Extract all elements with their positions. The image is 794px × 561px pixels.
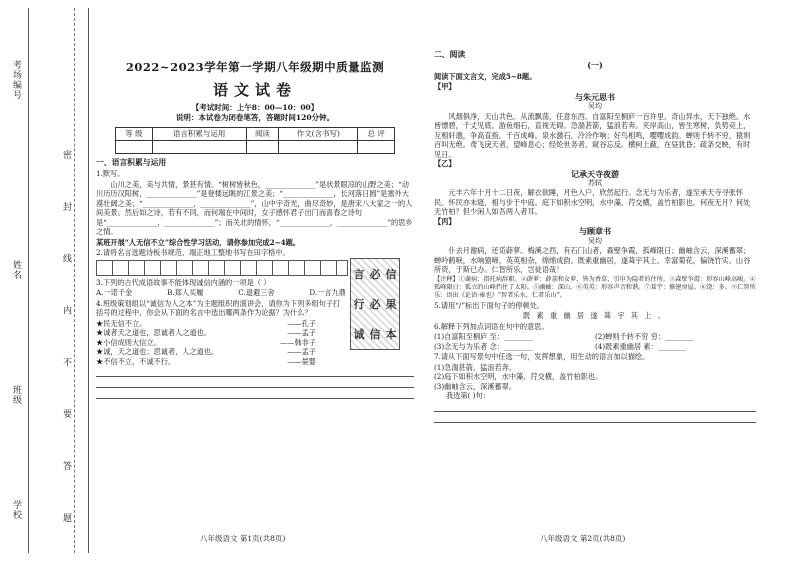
exam-note: 说明：本试卷为闭卷笔答，答题时间120分钟。 <box>175 112 335 122</box>
score-cell[interactable] <box>152 140 246 153</box>
margin-rule <box>28 8 29 553</box>
q6-item[interactable]: (3)念无与为乐者 念：________ <box>434 341 533 351</box>
question-1-text: 山川之美，美与共情，景甚有情。“树树皆秋色，______________”是状景眼凉的山野之美；“动川历历汉阳树，______________”是登楼远眺的江景之美；“______________，长河落日圆”是塞外大漠壮阔之美；“______________，______________”，山中宇奇光，曲尽奇妙，是唐宋八大家之一的人间美景。然后如之诗，若有不同，而何端在中间时，女子感怀君子出门而喜春之诗句是“______________，______________”；而关北的情怀，“______________，______________”的思乡之情。 <box>96 179 413 237</box>
passage-yi-title: 记承天寺夜游 <box>571 168 619 179</box>
passage-jia-author: 吴均 <box>588 102 602 111</box>
q6-item[interactable]: (1)自富阳至桐庐 至：________ <box>434 332 533 342</box>
question-6: 6.解释下列加点词语在句中的意思。 <box>434 321 549 331</box>
activity-intro: 某班开展“人无信不立”综合性学习活动，请你参加完成2~4题。 <box>96 237 300 247</box>
q7-option: (2)庭下如积水空明，水中藻、荇交横，盖竹柏影也。 <box>434 372 603 382</box>
exam-no-label: 考场编号 <box>11 60 21 100</box>
score-cell[interactable] <box>279 140 358 153</box>
calligraphy-image: 言 必 信 行 必 果 诚 信 本 <box>350 258 400 350</box>
question-4: 4.班级策划组以“诚信为人之本”为主题组织的演讲会，请你为下列多组句子打括号的过程中，你会从下面的名言中选出哪两条作为论据？为什么？ <box>96 298 341 318</box>
answer-line[interactable] <box>96 379 414 388</box>
exam-header: 2022~2023学年第一学期八年级期中质量监测 <box>125 60 385 74</box>
reading-instruction: 阅读下面文言文，完成5~8题。 <box>434 71 537 81</box>
passage-bing-author: 吴均 <box>588 236 602 245</box>
q7-choice[interactable]: 我选第( )句： <box>446 391 490 401</box>
passage-notes: 【注释】①谢病：指托病辞职。②薜萝：薜荔和女萝，皆为香草，引申为隐者的住所。③森壁争霞：形容山峰高峻。④孤峰限日：孤立的山峰挡住了太阳。⑤幽岫：深山。⑥英英：形容声音和谐。⑦葺宇：修建房屋。⑧饶：多。⑨仁智所乐：语出《论语·雍也》“智者乐水，仁者乐山”。 <box>434 275 756 299</box>
score-col-writing: 作文(含书写) <box>279 127 358 140</box>
passage-bing-label: 【丙】 <box>434 216 456 226</box>
page-2 <box>434 48 756 425</box>
answer-line[interactable] <box>434 403 756 412</box>
question-3: 3.下列的古代成语故事不能体现诚信内涵的一项是（ ） <box>96 277 271 287</box>
score-table <box>115 127 395 154</box>
question-1: 1.默写。 <box>96 169 125 179</box>
passage-bing-title: 与顾章书 <box>579 226 611 237</box>
passage-yi-text: 元丰六年十月十二日夜，解衣欲睡，月色入户，欣然起行。念无与为乐者，遂至承天寺寻张怀民。怀民亦未寝，相与步于中庭。庭下如积水空明，水中藻、荇交横，盖竹柏影也。何夜无月？何处无竹柏？但少闲人如吾两人者耳。 <box>434 188 751 217</box>
answer-line[interactable] <box>96 390 414 399</box>
binding-margin <box>0 0 92 561</box>
option-c[interactable]: C.退避三舍 <box>238 288 275 298</box>
seal-line-text: 密 封 线 内 不 要 答 题 <box>61 150 71 543</box>
score-col-total: 总 评 <box>358 127 395 140</box>
score-col-language: 语言积累与运用 <box>152 127 246 140</box>
answer-line[interactable] <box>96 368 414 377</box>
q6-item[interactable]: (4)既素重幽居 素：________ <box>595 341 687 351</box>
school-label: 学校 <box>11 500 21 520</box>
quote-item: ★不信不立，不诚不行。 ——晏婴 <box>96 356 316 366</box>
part-label: (一) <box>587 60 603 71</box>
passage-jia-title: 与朱元思书 <box>575 91 615 102</box>
q6-item[interactable]: (2)蝉则千转不穷 穷：________ <box>595 332 694 342</box>
class-label: 班级 <box>11 385 21 405</box>
option-a[interactable]: A.一诺千金 <box>96 288 133 298</box>
score-cell[interactable] <box>358 140 395 153</box>
score-col-grade: 等 级 <box>116 127 153 140</box>
option-d[interactable]: D.一言九鼎 <box>309 288 346 298</box>
quote-item: ★民无信不立。 ——孔子 <box>96 318 316 328</box>
page-1-footer: 八年级语文 第1页(共8页) <box>200 534 286 543</box>
answer-line[interactable] <box>434 414 756 423</box>
tianzige-grid[interactable] <box>96 260 348 276</box>
question-2: 2.请将名言选题诗板书规范、端正地工整地书写在田字格中。 <box>96 248 290 258</box>
question-5: 5.请用“/”标出下面句子的停顿处。 <box>434 300 545 310</box>
quote-item: ★诚，天之道也；思诚者，人之道也。 ——孟子 <box>96 347 316 357</box>
section-heading: 二、阅读 <box>434 50 466 59</box>
quote-item: ★小信成则大信立。 ——韩非子 <box>96 337 316 347</box>
page-2-footer: 八年级语文 第2页(共8页) <box>540 534 626 543</box>
score-col-reading: 阅读 <box>246 127 279 140</box>
passage-jia-label: 【甲】 <box>434 82 456 92</box>
passage-yi-author: 苏轼 <box>588 179 602 188</box>
page-title: 语文试卷 <box>212 81 297 100</box>
q7-option: (1)急湍甚箭，猛浪若奔。 <box>434 362 517 372</box>
option-b[interactable]: B.郑人买履 <box>167 288 204 298</box>
question-7: 7.请从下面写景句中任选一句，发挥想象，用生动的语言加以描绘。 <box>434 352 650 362</box>
passage-jia-text: 风烟俱净，天山共色。从流飘荡，任意东西。自富阳至桐庐一百许里，奇山异水，天下独绝。水皆缥碧，千丈见底。游鱼细石，直视无碍。急湍甚箭，猛浪若奔。夹岸高山，皆生寒树，负势竞上，互相轩邈，争高直指，千百成峰。泉水激石，泠泠作响；好鸟相鸣，嘤嘤成韵。蝉则千转不穷，猿则百叫无绝。鸢飞戾天者，望峰息心；经纶世务者，窥谷忘反。横柯上蔽，在昼犹昏；疏条交映，有时见日。 <box>434 111 751 159</box>
name-label: 姓名 <box>11 260 21 280</box>
passage-bing-text: 仆去月谢病，还觅薜萝。梅溪之西，有石门山者，森壁争霞，孤峰限日；幽岫含云，深溪蓄翠；蝉吟鹤唳，水响猿啼，英英相杂，绵绵成韵。既素重幽居，遂葺宇其上。幸富菊花，偏饶竹实。山谷所资，于斯已办。仁智所乐，岂徒语哉！ <box>434 246 751 275</box>
score-cell[interactable] <box>246 140 279 153</box>
passage-yi-label: 【乙】 <box>434 159 456 169</box>
question-5-sentence[interactable]: 既 素 重 幽 居 遂 葺 宇 其 上 。 <box>523 311 667 321</box>
seal-dash-line <box>74 8 75 553</box>
margin-rule-inner <box>88 8 89 553</box>
quote-item: ★诚者天之道也，思诚者人之道也。 ——孟子 <box>96 328 316 338</box>
section-heading: 一、语言积累与运用 <box>96 157 167 167</box>
exam-time: 【考试时间：上午8：00—10：00】 <box>191 102 319 112</box>
q7-option: (3)幽岫含云，深溪蓄翠。 <box>434 381 517 391</box>
